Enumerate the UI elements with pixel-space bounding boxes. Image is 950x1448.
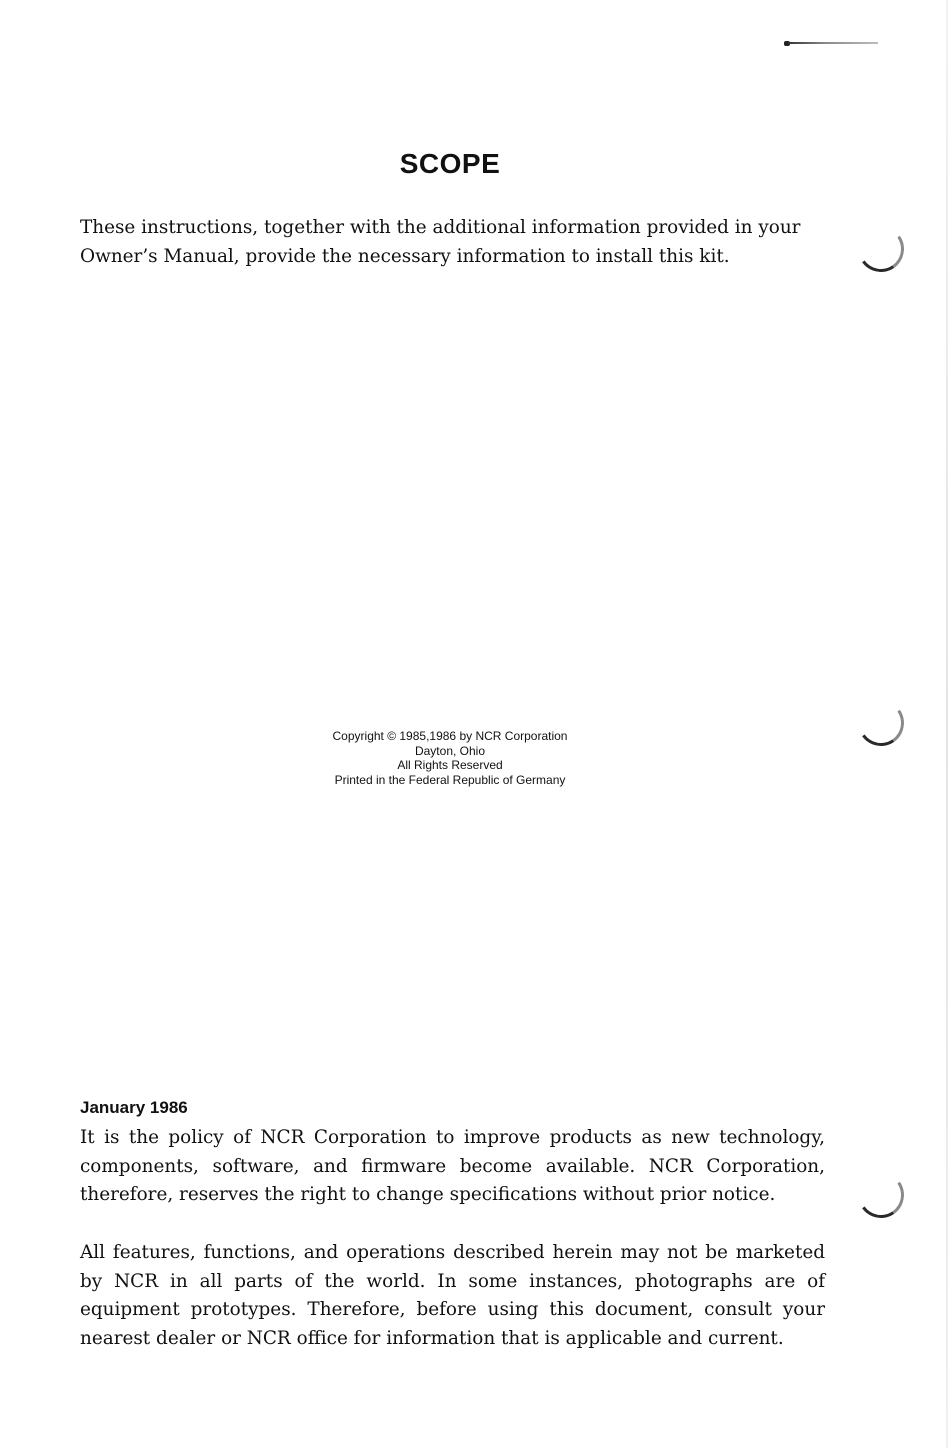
copyright-block [250,729,650,787]
copyright-location: Dayton, Ohio [414,743,486,758]
policy-paragraph: It is the policy of NCR Corporation to improve products as new technology, components, software, and firmware become available. NCR Corporation, therefore, reserves the right to change specifications without prior notice. [80,1127,825,1205]
scope-heading: SCOPE [399,148,501,179]
binder-hole-top [854,222,907,275]
copyright-rights: All Rights Reserved [397,758,503,772]
date-heading: January 1986 [80,1098,188,1117]
page-edge [946,0,948,1448]
binder-hole-middle [854,696,907,749]
features-paragraph: All features, functions, and operations described herein may not be marketed by NCR in all parts of the world. In some instances, photographs are of equipment prototypes. Therefore, before using this document, consult your nearest dealer or NCR office for information that is applicable and current. [80,1242,825,1349]
scope-paragraph: These instructions, together with the additional information provided in your Owner’s Manual, provide the necessary information to install this kit. [80,217,801,267]
binder-hole-bottom [854,1168,907,1221]
corner-mark-line [788,42,878,44]
copyright-printed: Printed in the Federal Republic of Germany [334,772,566,787]
copyright-line: Copyright © 1985,1986 by NCR Corporation [332,729,568,743]
